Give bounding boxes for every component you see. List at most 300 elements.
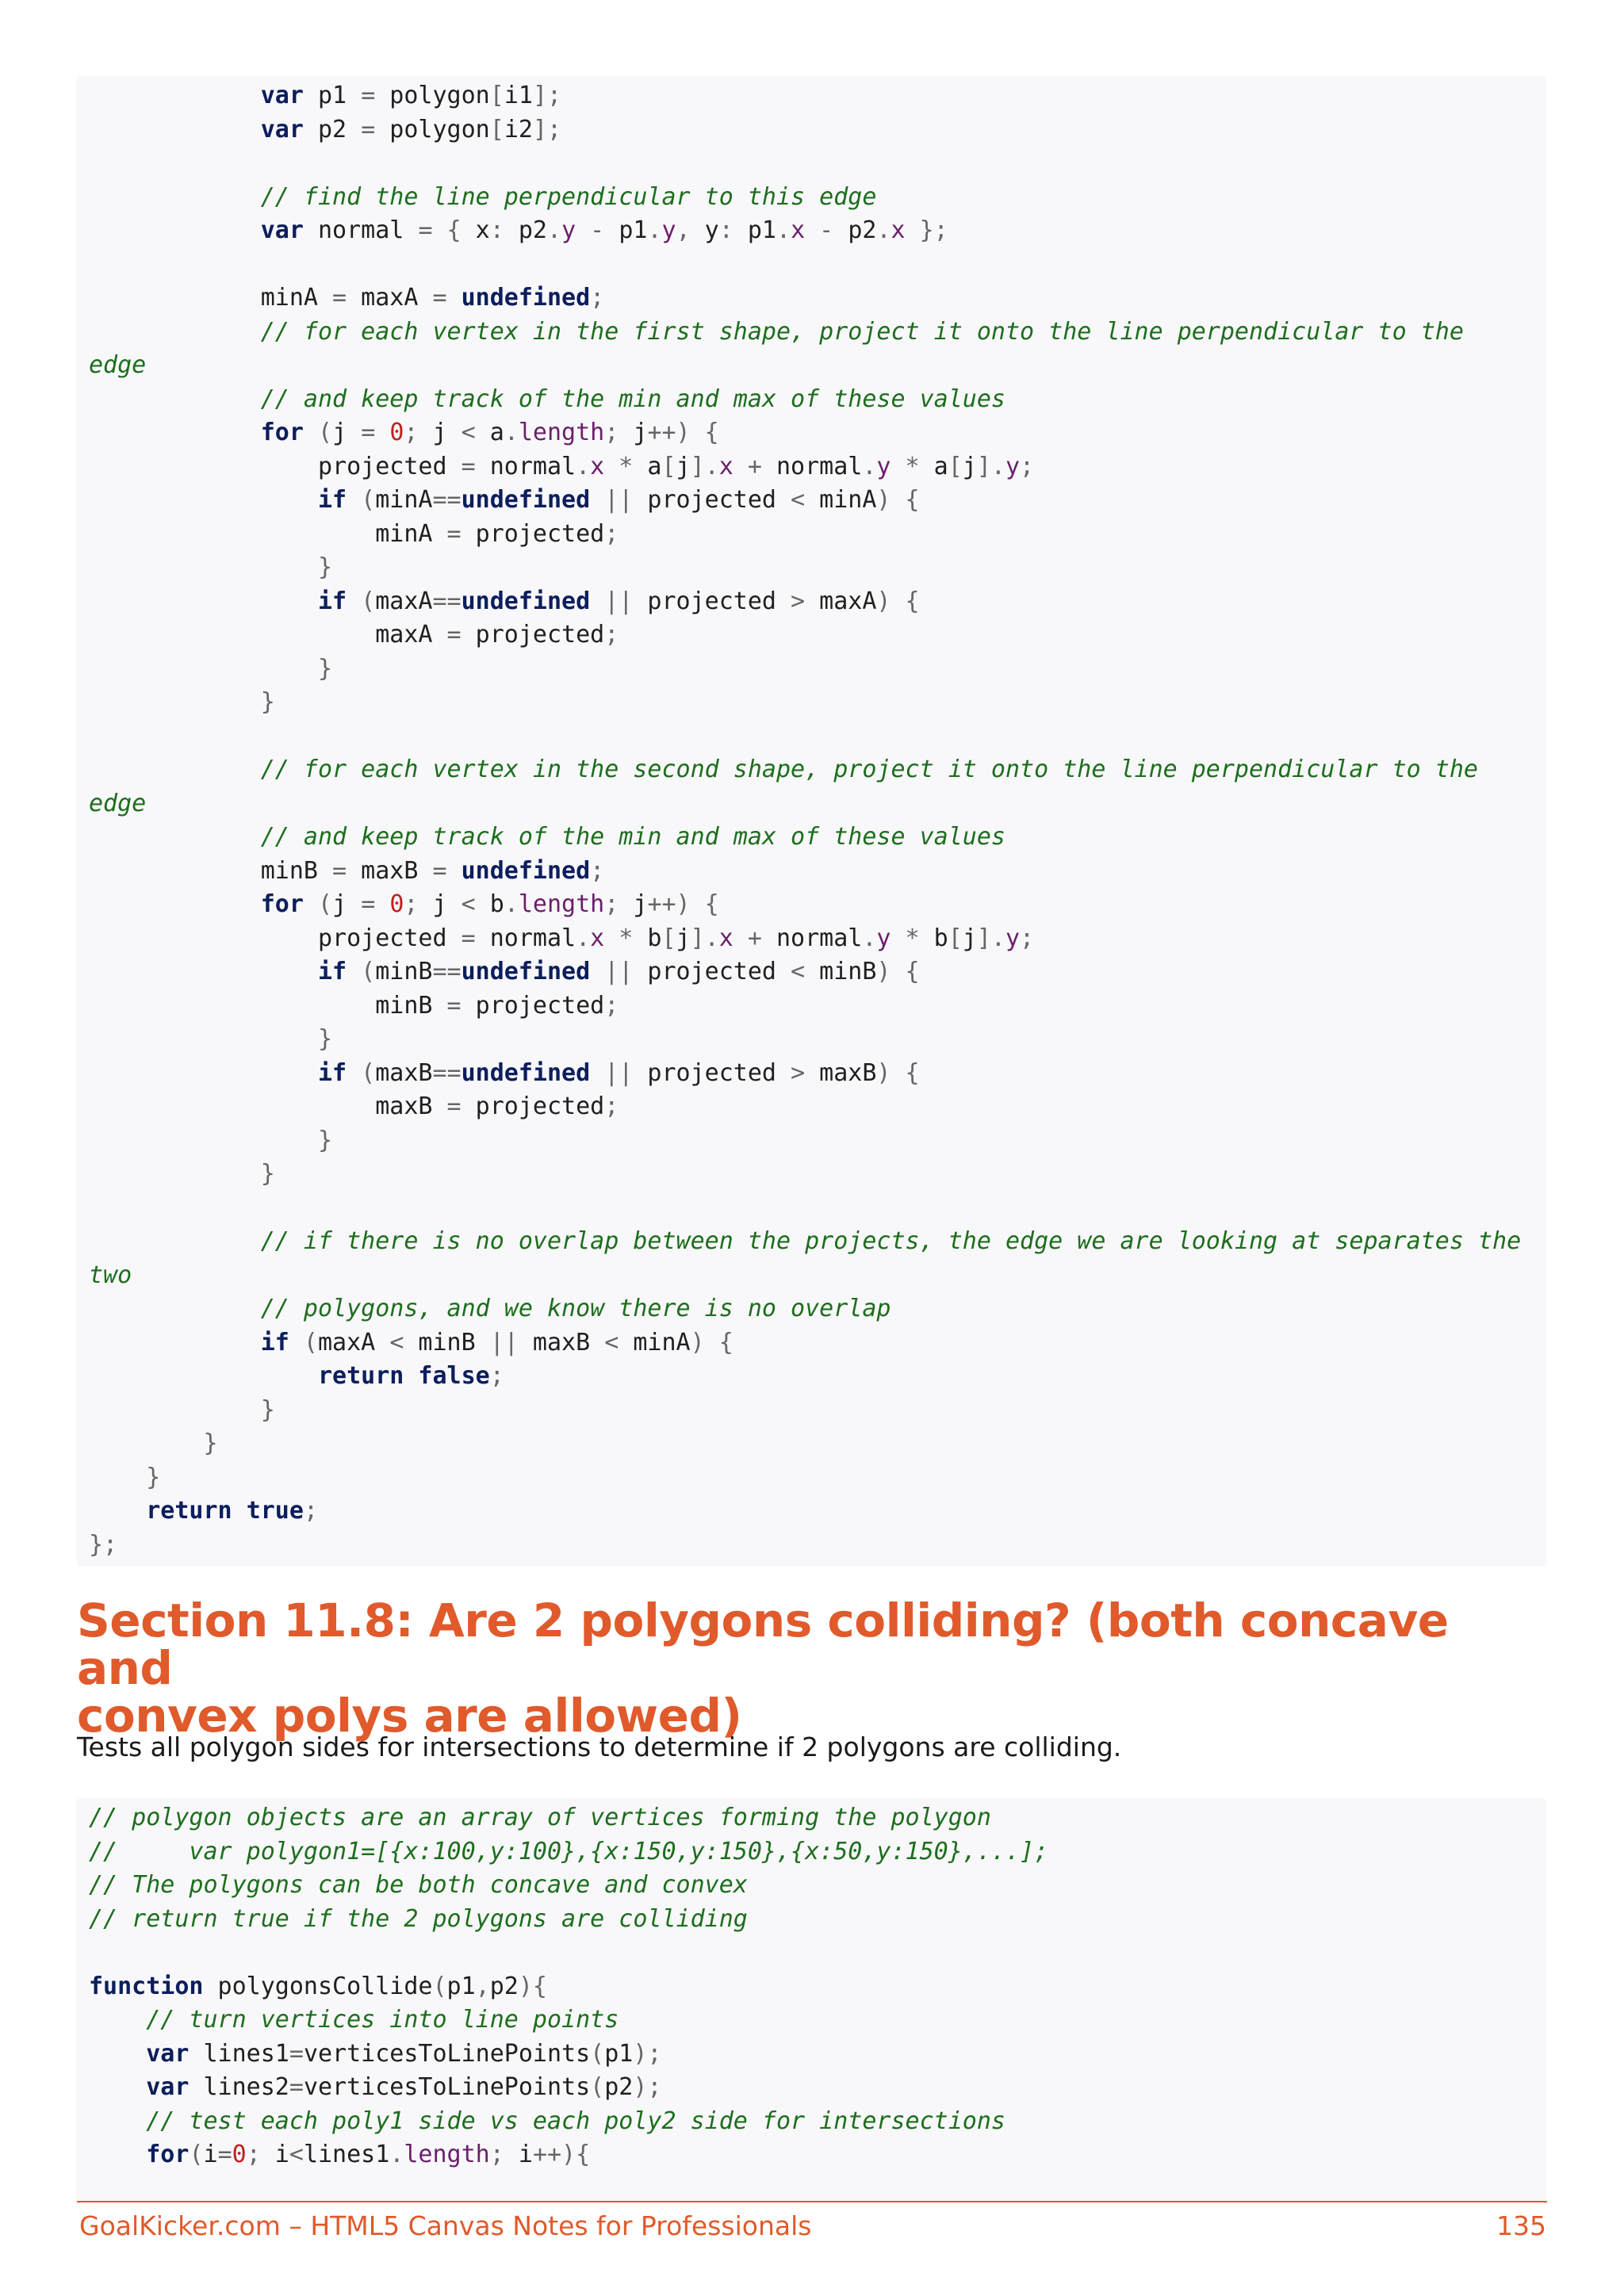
code-token: . bbox=[504, 419, 519, 446]
code-token: edge bbox=[89, 789, 147, 817]
code-token: minB bbox=[375, 958, 433, 985]
code-line bbox=[89, 1158, 1521, 1192]
code-token: p1 bbox=[733, 216, 776, 244]
code-token: i bbox=[260, 2141, 289, 2168]
code-token: . bbox=[389, 2141, 404, 2168]
code-token: ) { bbox=[876, 486, 920, 514]
code-token: = bbox=[446, 621, 462, 649]
code-token: minB bbox=[404, 1328, 490, 1357]
code-token bbox=[89, 1160, 261, 1188]
code-line bbox=[89, 1259, 1521, 1293]
code-token: . bbox=[547, 216, 562, 244]
code-token: ]. bbox=[976, 452, 1005, 480]
code-line bbox=[89, 787, 1521, 821]
code-token: normal bbox=[475, 924, 576, 952]
code-token: lines2 bbox=[189, 2073, 289, 2101]
code-token: == bbox=[432, 1058, 462, 1087]
code-token: * bbox=[891, 452, 934, 480]
code-line bbox=[89, 989, 1521, 1024]
code-token: edge bbox=[89, 351, 147, 379]
code-token: . bbox=[576, 452, 591, 480]
code-token: maxB bbox=[518, 1328, 605, 1357]
code-token: == bbox=[432, 958, 462, 985]
code-token: x bbox=[791, 216, 806, 244]
code-token: ( bbox=[347, 1058, 376, 1087]
code-token: x bbox=[718, 452, 733, 480]
code-token: p2 bbox=[489, 1972, 519, 2000]
code-line bbox=[89, 1225, 1521, 1259]
code-token: if bbox=[317, 958, 347, 985]
code-token: } bbox=[317, 1025, 333, 1053]
code-token bbox=[375, 890, 389, 918]
code-token: b bbox=[475, 890, 504, 918]
code-token bbox=[89, 1396, 261, 1424]
code-token bbox=[89, 958, 318, 985]
code-token: * bbox=[604, 924, 648, 952]
code-token: ( bbox=[347, 958, 376, 985]
section-heading-line-1: Section 11.8: Are 2 polygons colliding? (both concave and bbox=[77, 1594, 1449, 1695]
code-token bbox=[447, 284, 462, 312]
code-token bbox=[375, 419, 389, 446]
code-token: return bbox=[146, 1497, 232, 1525]
code-token: minA bbox=[805, 486, 877, 514]
code-token: ) { bbox=[876, 587, 920, 615]
code-token: ]; bbox=[532, 115, 562, 144]
code-token: undefined bbox=[461, 856, 591, 885]
code-token: undefined bbox=[461, 1058, 591, 1087]
code-token: } bbox=[146, 1463, 161, 1491]
code-line bbox=[89, 1801, 1048, 1835]
code-token: a bbox=[475, 419, 504, 446]
code-token: . bbox=[504, 890, 519, 918]
code-token bbox=[89, 890, 261, 918]
code-token bbox=[447, 857, 462, 885]
code-token: } bbox=[260, 688, 275, 716]
code-token: ]. bbox=[976, 924, 1005, 952]
code-token: // test each poly1 side vs each poly2 side for intersections bbox=[146, 2107, 1005, 2135]
code-token: false bbox=[418, 1362, 490, 1390]
code-token: = bbox=[461, 452, 476, 480]
code-token: j bbox=[676, 924, 691, 952]
code-token bbox=[89, 419, 261, 446]
code-token: } bbox=[260, 1395, 275, 1424]
code-token bbox=[89, 2006, 146, 2034]
code-token: var bbox=[146, 2073, 190, 2101]
code-line bbox=[89, 181, 1521, 215]
code-token: ) { bbox=[690, 1328, 733, 1357]
code-token: p1 bbox=[604, 2039, 634, 2068]
code-token bbox=[89, 655, 318, 683]
code-token: var bbox=[260, 115, 304, 144]
code-token: // The polygons can be both concave and convex bbox=[89, 1871, 748, 1899]
code-line bbox=[89, 316, 1521, 350]
code-token: j bbox=[418, 419, 462, 446]
code-token: } bbox=[317, 553, 333, 581]
code-token: ]. bbox=[690, 452, 719, 480]
code-token: i1 bbox=[504, 82, 533, 109]
code-token: = bbox=[332, 856, 347, 885]
code-token: two bbox=[89, 1261, 132, 1289]
code-token: y bbox=[1005, 924, 1021, 952]
code-token: } bbox=[317, 1126, 333, 1154]
code-token: = bbox=[446, 519, 462, 548]
code-token: ) { bbox=[876, 1058, 920, 1087]
code-token: ); bbox=[633, 2039, 662, 2068]
code-token: x bbox=[891, 216, 906, 244]
code-token: // var polygon1=[{x:100,y:100},{x:150,y:150},{x:50,y:150},...]; bbox=[89, 1837, 1049, 1866]
code-token: lines1 bbox=[189, 2039, 289, 2068]
code-token: < bbox=[289, 2141, 304, 2168]
code-line bbox=[89, 1292, 1521, 1326]
code-line bbox=[89, 2071, 1048, 2105]
code-token: ); bbox=[633, 2073, 662, 2101]
code-token: ; bbox=[1020, 452, 1035, 480]
code-token bbox=[89, 1127, 318, 1154]
code-line bbox=[89, 585, 1521, 619]
code-token: == bbox=[432, 587, 462, 615]
code-token: ( bbox=[303, 419, 333, 446]
code-token: y bbox=[690, 216, 719, 244]
code-token: undefined bbox=[461, 958, 591, 985]
code-token: maxA bbox=[347, 284, 433, 312]
code-token bbox=[232, 1497, 247, 1525]
code-token: + bbox=[733, 452, 776, 480]
section-heading bbox=[77, 1594, 1504, 1743]
code-token bbox=[89, 1227, 261, 1255]
code-token: p2 bbox=[604, 2073, 634, 2101]
code-token bbox=[89, 385, 261, 413]
code-token bbox=[89, 216, 261, 244]
code-token: x bbox=[718, 924, 733, 952]
code-line bbox=[89, 1835, 1048, 1869]
code-token: maxB bbox=[347, 856, 433, 885]
code-token: < bbox=[389, 1328, 404, 1357]
code-token: b bbox=[933, 924, 948, 952]
code-token: ; bbox=[590, 856, 605, 885]
code-token: * bbox=[604, 452, 648, 480]
code-token: = bbox=[289, 2073, 304, 2101]
code-token: ( bbox=[432, 1972, 447, 2000]
code-token: y bbox=[561, 216, 576, 244]
code-line bbox=[89, 79, 1521, 113]
code-line bbox=[89, 1057, 1521, 1091]
code-token: [ bbox=[661, 452, 676, 480]
code-token: projected bbox=[647, 486, 791, 514]
code-token: ++){ bbox=[532, 2141, 591, 2168]
code-token bbox=[89, 82, 261, 109]
code-token: - bbox=[576, 216, 619, 244]
code-token: minB bbox=[89, 991, 447, 1020]
code-token: || bbox=[590, 1058, 648, 1087]
code-token: if bbox=[317, 486, 347, 514]
code-token bbox=[89, 1059, 318, 1087]
code-token: - bbox=[805, 216, 848, 244]
code-token: . bbox=[776, 216, 791, 244]
code-token: ; bbox=[604, 621, 619, 649]
code-token: normal bbox=[776, 924, 863, 952]
code-token: . bbox=[862, 924, 877, 952]
code-token: j bbox=[418, 890, 462, 918]
code-line bbox=[89, 2038, 1048, 2072]
code-token: // for each vertex in the second shape, project it onto the line perpendicular to the bbox=[260, 756, 1478, 783]
code-token: || bbox=[489, 1328, 519, 1357]
code-line bbox=[89, 113, 1521, 147]
code-token: ; bbox=[303, 1497, 318, 1525]
code-token: ; bbox=[1020, 924, 1035, 952]
code-token bbox=[89, 183, 261, 211]
code-token: function bbox=[89, 1972, 204, 2000]
code-token: minA bbox=[619, 1328, 691, 1357]
code-token: a bbox=[647, 452, 662, 480]
code-token: ++) { bbox=[647, 419, 719, 446]
code-token: || bbox=[590, 587, 648, 615]
code-token: ]; bbox=[532, 82, 562, 109]
code-token: . bbox=[576, 924, 591, 952]
code-token: p1 bbox=[303, 82, 362, 109]
code-token: : bbox=[718, 216, 733, 244]
code-token: normal bbox=[776, 452, 863, 480]
code-token: var bbox=[146, 2039, 190, 2068]
code-line bbox=[89, 1869, 1048, 1903]
code-token: polygon bbox=[375, 115, 490, 144]
code-token: = bbox=[361, 82, 376, 109]
code-token: [ bbox=[948, 452, 963, 480]
code-token: minB bbox=[89, 856, 333, 885]
code-token: ; bbox=[489, 1362, 504, 1390]
code-token: undefined bbox=[461, 587, 591, 615]
code-token: ; bbox=[604, 519, 619, 548]
code-token: // polygons, and we know there is no overlap bbox=[260, 1295, 891, 1322]
code-line bbox=[89, 214, 1521, 248]
code-token: : bbox=[489, 216, 504, 244]
code-token: || bbox=[590, 958, 648, 985]
code-token: maxA bbox=[375, 587, 433, 615]
code-token: // turn vertices into line points bbox=[146, 2006, 619, 2034]
code-token: // and keep track of the min and max of these values bbox=[260, 385, 1005, 413]
code-token: j bbox=[676, 452, 691, 480]
page-number: 135 bbox=[1496, 2210, 1546, 2241]
code-token: for bbox=[260, 890, 304, 918]
code-token: ]. bbox=[690, 924, 719, 952]
code-token: p2 bbox=[504, 216, 547, 244]
code-token: projected bbox=[647, 958, 791, 985]
code-token: ++) { bbox=[647, 890, 719, 918]
code-token bbox=[89, 486, 318, 514]
code-line bbox=[89, 147, 1521, 181]
code-token: undefined bbox=[461, 284, 591, 312]
code-block-polygon-sat bbox=[76, 76, 1546, 1567]
code-token: . bbox=[647, 216, 662, 244]
code-token: var bbox=[260, 216, 304, 244]
code-token: projected bbox=[461, 621, 605, 649]
code-token: 0 bbox=[389, 890, 404, 918]
code-listing bbox=[89, 79, 1521, 1562]
code-line bbox=[89, 1427, 1521, 1461]
code-token: < bbox=[604, 1328, 619, 1357]
code-token: < bbox=[461, 890, 476, 918]
code-token: = bbox=[361, 419, 376, 446]
code-token: + bbox=[733, 924, 776, 952]
code-line bbox=[89, 1023, 1521, 1057]
code-token: for bbox=[260, 419, 304, 446]
code-token: undefined bbox=[461, 486, 591, 514]
code-token: [ bbox=[489, 115, 504, 144]
code-token: if bbox=[317, 587, 347, 615]
code-token: ( bbox=[590, 2073, 605, 2101]
code-token: * bbox=[891, 924, 934, 952]
code-token: length bbox=[518, 419, 605, 446]
code-line bbox=[89, 383, 1521, 417]
code-token: < bbox=[461, 419, 476, 446]
code-line bbox=[89, 349, 1521, 383]
code-token: = bbox=[332, 284, 347, 312]
code-token: || bbox=[590, 486, 648, 514]
code-token: , bbox=[475, 1972, 490, 2000]
code-token bbox=[89, 1329, 261, 1357]
code-line bbox=[89, 753, 1521, 787]
code-token: p1 bbox=[619, 216, 648, 244]
code-token: for bbox=[146, 2141, 190, 2168]
code-line bbox=[89, 618, 1521, 652]
code-token: 0 bbox=[389, 419, 404, 446]
code-token: j bbox=[619, 419, 648, 446]
code-line bbox=[89, 518, 1521, 552]
code-token: projected bbox=[89, 924, 462, 952]
code-line bbox=[89, 551, 1521, 585]
code-token: i bbox=[504, 2141, 533, 2168]
code-token: projected bbox=[647, 587, 791, 615]
code-token: . bbox=[862, 452, 877, 480]
code-token: ){ bbox=[518, 1972, 547, 2000]
code-line bbox=[89, 888, 1521, 922]
code-token bbox=[89, 1295, 261, 1322]
code-token: // if there is no overlap between the projects, the edge we are looking at separates the bbox=[260, 1227, 1522, 1255]
code-token bbox=[89, 2073, 146, 2101]
code-line bbox=[89, 1461, 1521, 1495]
code-token: a bbox=[933, 452, 948, 480]
code-token: x bbox=[461, 216, 490, 244]
code-token: > bbox=[791, 587, 806, 615]
code-line bbox=[89, 652, 1521, 687]
code-token: [ bbox=[489, 82, 504, 109]
code-token: i2 bbox=[504, 115, 533, 144]
code-token: = bbox=[432, 284, 447, 312]
code-token: // return true if the 2 polygons are colliding bbox=[89, 1904, 748, 1933]
code-token: j bbox=[332, 890, 362, 918]
code-token: maxB bbox=[375, 1058, 433, 1087]
code-token: j bbox=[962, 924, 977, 952]
code-token: ( bbox=[590, 2039, 605, 2068]
code-token: polygon bbox=[375, 82, 490, 109]
code-token: = bbox=[217, 2141, 232, 2168]
code-token: b bbox=[647, 924, 662, 952]
code-block-polygons-collide bbox=[76, 1798, 1546, 2204]
code-token: ; bbox=[604, 1093, 619, 1120]
code-token: ) { bbox=[876, 958, 920, 985]
footer-source-link[interactable]: GoalKicker.com – HTML5 Canvas Notes for Professionals bbox=[79, 2210, 812, 2241]
code-line bbox=[89, 1529, 1521, 1563]
footer-divider bbox=[77, 2201, 1547, 2202]
code-line bbox=[89, 1494, 1521, 1529]
code-token bbox=[89, 553, 318, 581]
code-token: ; bbox=[489, 2141, 504, 2168]
code-token: maxB bbox=[89, 1093, 447, 1120]
code-token: minA bbox=[89, 519, 447, 548]
code-line bbox=[89, 1903, 1048, 1937]
code-token: length bbox=[404, 2141, 490, 2168]
code-token: maxB bbox=[805, 1058, 877, 1087]
code-token: . bbox=[876, 216, 891, 244]
code-line bbox=[89, 281, 1521, 316]
code-token: normal bbox=[303, 216, 419, 244]
code-token: normal bbox=[475, 452, 576, 480]
code-token bbox=[89, 587, 318, 615]
code-line bbox=[89, 821, 1521, 855]
code-token: // find the line perpendicular to this edge bbox=[260, 182, 877, 211]
code-token: if bbox=[317, 1058, 347, 1087]
code-token: y bbox=[876, 452, 891, 480]
code-token: < bbox=[791, 486, 806, 514]
code-line bbox=[89, 855, 1521, 889]
code-token bbox=[89, 1362, 318, 1390]
code-line bbox=[89, 720, 1521, 754]
code-line bbox=[89, 1124, 1521, 1158]
code-token: = bbox=[361, 115, 376, 144]
code-token: > bbox=[791, 1058, 806, 1087]
code-token: ; bbox=[604, 419, 619, 446]
code-line bbox=[89, 1394, 1521, 1428]
code-token: < bbox=[791, 958, 806, 985]
code-token: ( bbox=[189, 2141, 204, 2168]
code-token bbox=[89, 1497, 146, 1525]
code-token: 0 bbox=[232, 2141, 247, 2168]
code-line bbox=[89, 1326, 1521, 1360]
code-token: j bbox=[332, 419, 362, 446]
code-token: }; bbox=[89, 1530, 118, 1559]
code-token: ; bbox=[404, 419, 419, 446]
code-line bbox=[89, 1970, 1048, 2004]
code-token bbox=[89, 688, 261, 716]
code-token: return bbox=[317, 1362, 404, 1390]
code-token bbox=[89, 756, 261, 783]
code-token: = bbox=[461, 924, 476, 952]
code-line bbox=[89, 248, 1521, 282]
code-token: true bbox=[246, 1497, 304, 1525]
code-line bbox=[89, 686, 1521, 720]
code-token: [ bbox=[661, 924, 676, 952]
code-line bbox=[89, 450, 1521, 484]
code-token: var bbox=[260, 82, 304, 109]
code-line bbox=[89, 1192, 1521, 1226]
code-token bbox=[89, 318, 261, 346]
code-token bbox=[89, 1025, 318, 1053]
code-line bbox=[89, 484, 1521, 518]
code-line bbox=[89, 2003, 1048, 2038]
code-line bbox=[89, 955, 1521, 989]
code-token: ; bbox=[404, 890, 419, 918]
code-token: lines1 bbox=[303, 2141, 390, 2168]
code-token: ; bbox=[604, 890, 619, 918]
code-token: = bbox=[361, 890, 376, 918]
code-token bbox=[89, 1464, 146, 1491]
code-token: } bbox=[203, 1429, 218, 1457]
code-token: maxA bbox=[89, 621, 447, 649]
code-token: = bbox=[446, 1093, 462, 1120]
code-token: p1 bbox=[446, 1972, 476, 2000]
code-token: // polygon objects are an array of vertices forming the polygon bbox=[89, 1804, 991, 1831]
code-token: = bbox=[446, 991, 462, 1020]
code-line bbox=[89, 1936, 1048, 1970]
